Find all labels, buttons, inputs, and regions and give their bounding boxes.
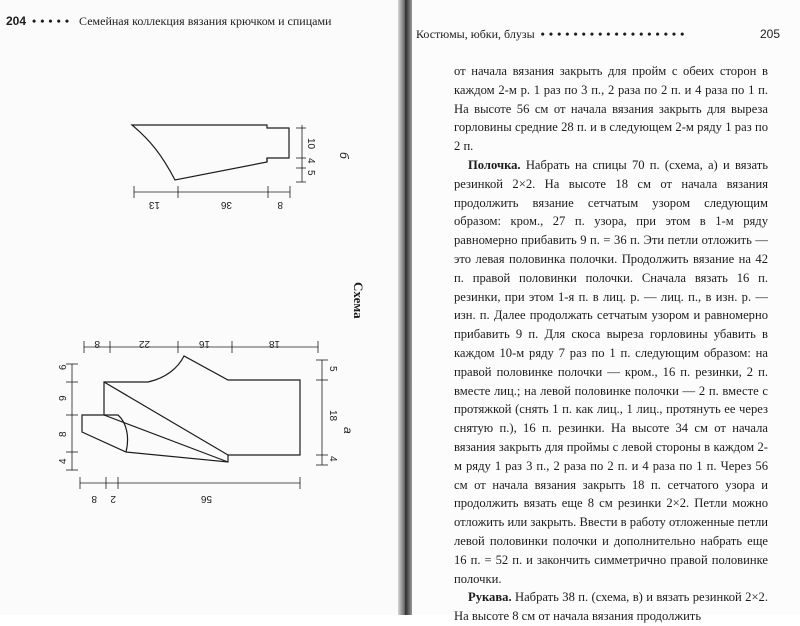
dot-leader: •••••••••••••••••• bbox=[540, 27, 689, 41]
left-running-title: Семейная коллекция вязания крючком и спицами bbox=[79, 14, 332, 28]
panel-a-dim-right-5: 5 bbox=[327, 366, 338, 372]
panel-b-letter: б bbox=[337, 152, 351, 159]
sleeve-text: Набрать 38 п. (схема, в) и вязать резинкой 2×2. На высоте 8 см от начала вязания продолжить bbox=[454, 590, 768, 624]
left-page-number: 204 bbox=[6, 14, 27, 28]
panel-a-dim-left-8: 8 bbox=[58, 431, 69, 437]
book-gutter bbox=[398, 0, 412, 615]
panel-a-dim-bottom-56: 56 bbox=[200, 493, 212, 504]
panel-b-dim-13: 13 bbox=[148, 199, 160, 210]
panel-b-dim-lines bbox=[134, 125, 306, 198]
sleeve-heading: Рукава. bbox=[468, 590, 512, 605]
panel-b-dim-5: 5 bbox=[305, 170, 316, 176]
panel-a-dim-top-8: 8 bbox=[94, 338, 100, 349]
panel-a-dim-right-4: 4 bbox=[327, 456, 338, 462]
instructions-text bbox=[454, 62, 768, 626]
panel-a-dim-top-22: 22 bbox=[138, 338, 150, 349]
panel-a-dim-left-6: 6 bbox=[58, 364, 69, 370]
intro-paragraph: от начала вязания закрыть для пройм с обеих сторон в каждом 2-м р. 1 раз по 3 п., 2 раза по 2 п. и 4 раза по 1 п. На высоте 56 см от начала вязания закрыть для выреза горловины средние 28 п. и в следующем 2-м ряду 1 раз по 2 п. bbox=[454, 64, 768, 154]
pattern-diagram bbox=[0, 0, 398, 615]
right-running-title: Костюмы, юбки, блузы bbox=[416, 27, 535, 41]
panel-a-outline bbox=[82, 356, 300, 462]
panel-b-dim-8: 8 bbox=[277, 199, 283, 210]
front-text: Набрать на спицы 70 п. (схема, а) и вязать резинкой 2×2. На высоте 18 см от начала вязания продолжить вязание сетчатым узором следующим образом: кром., 27 п. узора, при этом в 1-м ряду равномерно прибавить 9 п. = 36 п. Эти петли отложить — это левая половинка полочки. Продолжить вязание на 42 п. правой половинки полочки. Сначала вязать 16 п. резинки, при этом 1-я п. в лиц. р. — лиц. п., в изн. р. — изн. п. Далее продолжать сетчатым узором и равномерно прибавить 9 п. Для скоса выреза горловины убавить в каждом 10-м ряду 7 раз по 1 п. следующим образом: на правой половинке полочки — кром., 16 п. резинки, 2 п. вместе лиц.; на левой половинке полочки — 2 п. вместе с протяжкой (снять 1 п. как лиц., 1 лиц., протянуть ее через снятую п.), 16 п. резинки. На высоте 34 см от начала вязания закрыть для проймы с левой стороны в каждом 2-м ряду 1 раз 3 п., 2 раза по 2 п. и 4 раза по 1 п. Через 56 см от начала вязания закрыть 18 п. сетчатого узора и продолжить вязать еще 8 см резинки 2×2. Петли можно отложить или закрыть. Ввести в работу отложенные петли левой половинки полочки и дополнительно набрать еще 16 п. = 52 п. и закончить симметрично правой половинке полочки. bbox=[454, 157, 768, 586]
front-heading: Полочка. bbox=[468, 157, 521, 172]
right-running-head bbox=[416, 27, 780, 42]
dot-leader: ••••• bbox=[32, 14, 74, 28]
panel-a-dim-bottom-2: 2 bbox=[110, 493, 116, 504]
sleeve-paragraph bbox=[454, 588, 768, 626]
panel-b-dim-4: 4 bbox=[305, 158, 316, 164]
panel-a-dim-bottom-8: 8 bbox=[91, 493, 97, 504]
panel-a-dim-right-18: 18 bbox=[327, 410, 338, 422]
panel-b-dim-36: 36 bbox=[220, 199, 232, 210]
diagram-title: Схема bbox=[351, 282, 366, 319]
right-page-number: 205 bbox=[759, 27, 780, 41]
panel-b-dim-10: 10 bbox=[305, 138, 316, 150]
panel-a-letter: а bbox=[341, 427, 355, 434]
panel-a-dim-top-18: 18 bbox=[268, 338, 280, 349]
panel-a-dim-top-16: 16 bbox=[198, 338, 210, 349]
front-paragraph bbox=[454, 156, 768, 588]
panel-a-dim-left-9: 9 bbox=[58, 395, 69, 401]
panel-b-outline bbox=[132, 125, 289, 180]
panel-a-dim-left-4: 4 bbox=[58, 458, 69, 464]
